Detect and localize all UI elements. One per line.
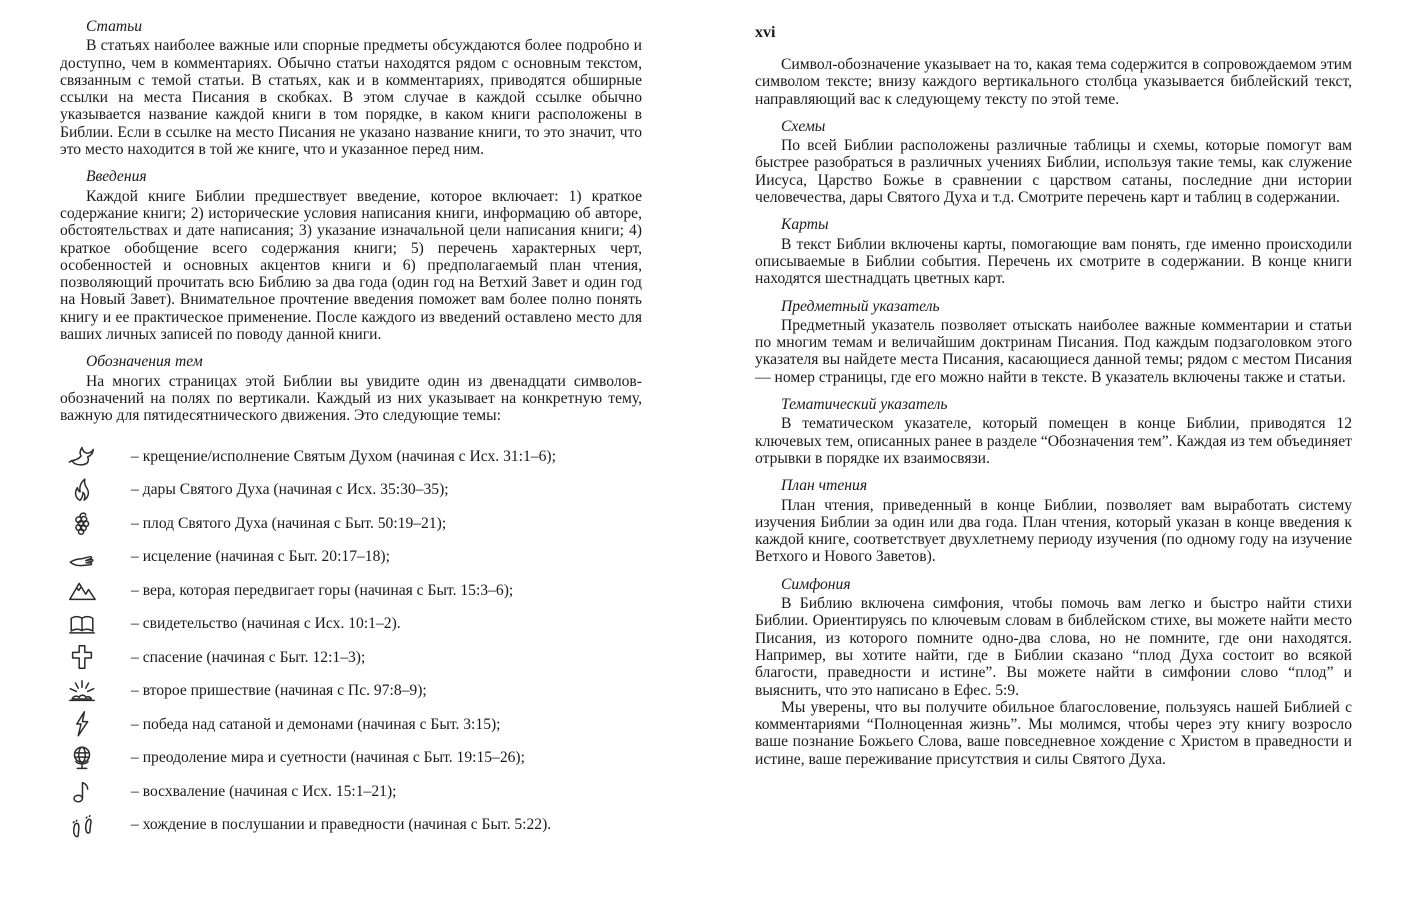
- lightning-icon: [60, 709, 131, 739]
- topic-row: [60, 808, 642, 842]
- topic-row: [60, 708, 642, 742]
- section-heading: Тематический указатель: [781, 396, 948, 414]
- intro-paragraph: Символ-обозначение указывает на то, какая тема содержится в сопровождаемом этим символом тексте; внизу каждого вертикального столбца указывается библейский текст, направляющий вас к следующему тексту по этой теме.: [755, 56, 1352, 108]
- section-heading: План чтения: [781, 477, 868, 495]
- topic-row: [60, 741, 642, 775]
- section-maps: [755, 216, 1352, 287]
- topic-row: [60, 540, 642, 574]
- paragraph: На многих страницах этой Библии вы увидите один из двенадцати символов-обозначений на полях по вертикали. Каждый из них указывает на конкретную тему, важную для пятидесятнического движения. Это следующие темы:: [60, 372, 642, 425]
- section-articles: [60, 18, 642, 158]
- right-page: [755, 24, 1352, 768]
- topic-label: – второе пришествие (начиная с Пс. 97:8–9);: [131, 682, 427, 700]
- section-introductions: [60, 168, 642, 343]
- topic-label: – исцеление (начиная с Быт. 20:17–18);: [131, 548, 390, 566]
- topic-row: [60, 641, 642, 675]
- section-subject-index: [755, 298, 1352, 386]
- music-note-icon: [60, 776, 131, 806]
- topic-label: – крещение/исполнение Святым Духом (начиная с Исх. 31:1–6);: [131, 447, 556, 465]
- footprints-icon: [60, 810, 131, 840]
- dove-icon: [60, 441, 131, 471]
- paragraph: План чтения, приведенный в конце Библии, позволяет вам выработать систему изучения Библии за один или два года. План чтения, который указан в конце введения к каждой книге, соответствует двухлетнему периоду изучения (по одному году на изучение Ветхого и Нового Заветов).: [755, 496, 1352, 566]
- section-heading: Карты: [781, 216, 829, 234]
- healing-hand-icon: [60, 542, 131, 572]
- open-book-icon: [60, 609, 131, 639]
- topic-row: [60, 473, 642, 507]
- section-heading: Предметный указатель: [781, 297, 940, 315]
- paragraph: В статьях наиболее важные или спорные предметы обсуждаются более подробно и доступно, чем в комментариях. Обычно статьи находятся рядом с основным текстом, связанным с темой статьи. В статьях, как и в комментариях, приводятся обширные ссылки на места Писания в скобках. В этом случае в каждой ссылке обычно указывается название каждой книги в том порядке, в каком книги расположены в Библии. Если в ссылке на место Писания не указано название книги, то это значит, что это место находится в той же книге, что и указанное перед ним.: [60, 37, 642, 159]
- sunrise-icon: [60, 676, 131, 706]
- topic-row: [60, 507, 642, 541]
- section-heading: Схемы: [781, 117, 826, 135]
- paragraph: В Библию включена симфония, чтобы помочь вам легко и быстро найти стихи Библии. Ориентируясь по ключевым словам в библейском стихе, вы можете найти место Писания, из которого помните одно-два слова, но не помните, где они находятся. Например, вы хотите найти, где в Библии сказано “плод Духа состоит во всякой благости, праведности и истине”. Вы можете найти в симфонии слово “плод” и выяснить, что это написано в Ефес. 5:9.: [755, 595, 1352, 699]
- section-heading: Статьи: [86, 18, 143, 35]
- paragraph: Каждой книге Библии предшествует введение, которое включает: 1) краткое содержание книги; 2) исторические условия написания книги, информацию об авторе, обстоятельствах и дате написания; 3) указание изначальной цели написания книги; 4) краткое обобщение всего содержания книги; 5) перечень характерных черт, особенностей и основных акцентов книги и 6) предполагаемый план чтения, позволяющий прочитать всю Библию за два года (один год на Ветхий Завет и один год на Новый Завет). Внимательное прочтение введения поможет вам более полно понять книгу и ее практическое применение. После каждого из введений оставлено место для ваших личных записей по поводу данной книги.: [60, 187, 642, 344]
- flame-icon: [60, 475, 131, 505]
- section-reading-plan: [755, 477, 1352, 565]
- paragraph: Мы уверены, что вы получите обильное благословение, пользуясь нашей Библией с комментариями “Полноценная жизнь”. Мы молимся, чтобы через эту книгу возросло ваше познание Божьего Слова, ваше повседневное хождение с Христом в праведности и истине, ваше переживание присутствия и силы Святого Духа.: [755, 698, 1352, 768]
- paragraph: В текст Библии включены карты, помогающие вам понять, где именно происходили описываемые в Библии события. Перечень их смотрите в содержании. В конце книги находятся шестнадцать цветных карт.: [755, 235, 1352, 288]
- left-page: [60, 18, 642, 842]
- topic-label: – дары Святого Духа (начиная с Исх. 35:30–35);: [131, 481, 449, 499]
- section-thematic-index: [755, 396, 1352, 467]
- topic-label: – плод Святого Духа (начиная с Быт. 50:19–21);: [131, 514, 447, 532]
- topic-label: – победа над сатаной и демонами (начиная с Быт. 3:15);: [131, 715, 501, 733]
- globe-icon: [60, 743, 131, 773]
- section-concordance: [755, 576, 1352, 768]
- cross-icon: [60, 642, 131, 672]
- page-number: xvi: [755, 24, 776, 41]
- topic-symbol-list: [60, 440, 642, 842]
- topic-row: [60, 775, 642, 809]
- mountains-icon: [60, 575, 131, 605]
- paragraph: По всей Библии расположены различные таблицы и схемы, которые помогут вам быстрее разобраться в различных учениях Библии, используя такие темы, как служение Иисуса, Царство Божье в сравнении с царством сатаны, последние дни истории человечества, дары Святого Духа и т.д. Смотрите перечень карт и таблиц в содержании.: [755, 137, 1352, 207]
- section-heading: Симфония: [781, 575, 851, 593]
- topic-row: [60, 607, 642, 641]
- section-heading: Введения: [86, 168, 147, 186]
- topic-label: – восхваление (начиная с Исх. 15:1–21);: [131, 782, 397, 800]
- topic-label: – спасение (начиная с Быт. 12:1–3);: [131, 648, 366, 666]
- topic-label: – хождение в послушании и праведности (начиная с Быт. 5:22).: [131, 816, 552, 834]
- topic-row: [60, 440, 642, 474]
- paragraph: Предметный указатель позволяет отыскать наиболее важные комментарии и статьи по многим темам и величайшим доктринам Писания. Под каждым подзаголовком этого указателя вы найдете места Писания, касающиеся данной темы; рядом с местом Писания — номер страницы, где его можно найти в тексте. В указатель включены также и статьи.: [755, 316, 1352, 386]
- topic-label: – вера, которая передвигает горы (начиная с Быт. 15:3–6);: [131, 581, 514, 599]
- topic-row: [60, 574, 642, 608]
- section-charts: [755, 118, 1352, 206]
- paragraph: В тематическом указателе, который помещен в конце Библии, приводятся 12 ключевых тем, описанных ранее в разделе “Обозначения тем”. Каждая из тем объединяет отрывки в порядке их взаимосвязи.: [755, 415, 1352, 467]
- topic-label: – свидетельство (начиная с Исх. 10:1–2).: [131, 615, 401, 633]
- topic-row: [60, 674, 642, 708]
- topic-label: – преодоление мира и суетности (начиная с Быт. 19:15–26);: [131, 749, 525, 767]
- section-topic-designations: [60, 353, 642, 424]
- section-heading: Обозначения тем: [86, 353, 203, 371]
- grapes-icon: [60, 508, 131, 538]
